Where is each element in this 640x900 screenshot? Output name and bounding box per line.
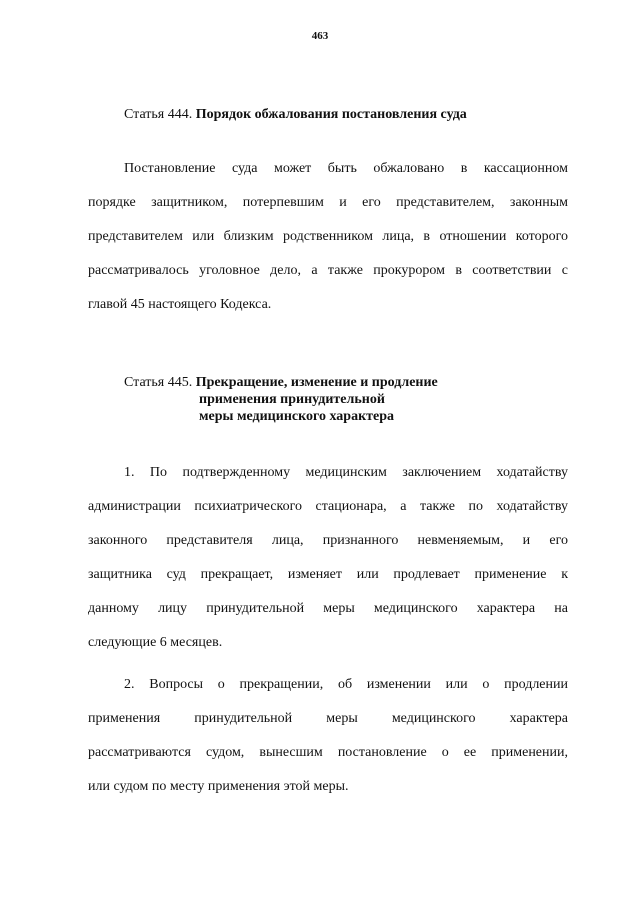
article-445-paragraph-1 [88,456,568,660]
article-445-title-line-2: применения принудительной [199,392,385,407]
page-number: 463 [311,30,329,42]
article-445-p1-line-6: следующие 6 месяцев. [88,635,223,650]
article-445-p1-line-2: администрации психиатрического стационара, а также по ходатайству [88,499,568,514]
article-445-p1-line-4: защитника суд прекращает, изменяет или продлевает применение к [88,567,568,582]
article-445-p2-line-3: рассматриваются судом, вынесшим постановление о ее применении, [88,745,568,760]
article-444-heading [124,106,604,123]
article-445-p1-line-3: законного представителя лица, признанного невменяемым, и его [88,533,568,548]
article-445-p2-line-1: 2. Вопросы о прекращении, об изменении или о продлении [124,677,568,692]
article-444-line-4: рассматривалось уголовное дело, а также прокурором в соответствии с [88,263,568,278]
article-445-heading [124,374,604,425]
article-445-title-line-1: Прекращение, изменение и продление [195,375,438,390]
article-444-paragraph [88,152,568,322]
article-445-p2-line-2: применения принудительной меры медицинского характера [88,711,568,726]
article-445-p1-line-1: 1. По подтвержденному медицинским заключением ходатайству [124,465,568,480]
article-445-title-line-3: меры медицинского характера [199,409,395,424]
article-444-number: Статья 444. [124,107,193,122]
article-445-number: Статья 445. [124,375,193,390]
article-445-paragraph-2 [88,668,568,804]
article-444-line-2: порядке защитником, потерпевшим и его представителем, законным [88,195,568,210]
article-445-p1-line-5: данному лицу принудительной меры медицинского характера на [88,601,568,616]
article-444-line-3: представителем или близким родственником лица, в отношении которого [88,229,568,244]
article-445-p2-line-4: или судом по месту применения этой меры. [88,779,349,794]
article-444-line-5: главой 45 настоящего Кодекса. [88,297,272,312]
article-444-title: Порядок обжалования постановления суда [195,107,467,122]
article-444-line-1: Постановление суда может быть обжаловано в кассационном [124,161,568,176]
